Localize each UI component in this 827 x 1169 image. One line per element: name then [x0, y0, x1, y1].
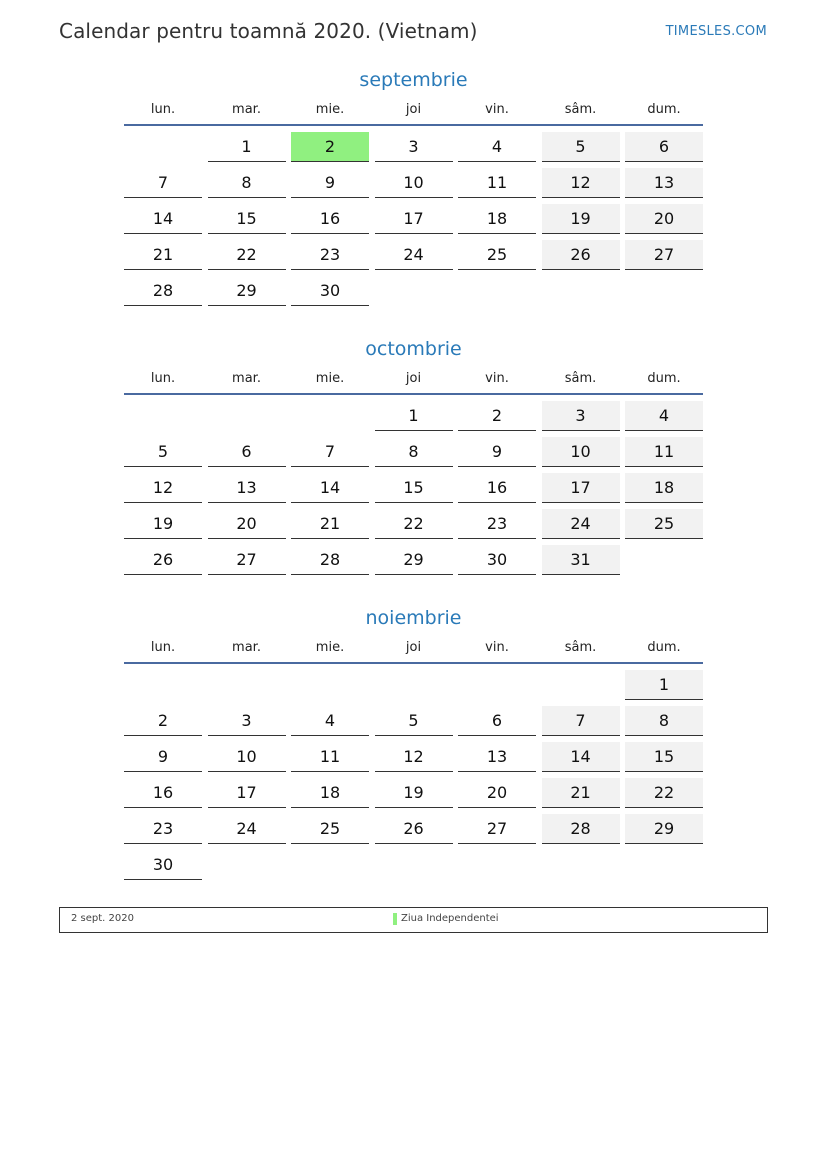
day-cell: 28: [542, 814, 620, 844]
day-cell: 7: [124, 168, 202, 198]
week-row: [124, 814, 703, 844]
day-cell: 6: [458, 706, 536, 736]
day-cell: 23: [124, 814, 202, 844]
weekday-label: sâm.: [564, 102, 597, 117]
day-cell: 25: [458, 240, 536, 270]
week-row: [124, 473, 703, 503]
month-september: [124, 66, 703, 306]
legend-holiday-name: Ziua Independentei: [401, 913, 499, 924]
day-cell: 20: [458, 778, 536, 808]
day-cell: 9: [291, 168, 369, 198]
day-cell: 11: [625, 437, 703, 467]
month-october: [124, 335, 703, 575]
day-cell: 24: [208, 814, 286, 844]
empty-cell: [291, 670, 369, 700]
day-cell: 15: [625, 742, 703, 772]
day-cell: 22: [208, 240, 286, 270]
day-cell: 17: [542, 473, 620, 503]
weekday-label: dum.: [647, 640, 681, 655]
day-cell: 3: [542, 401, 620, 431]
day-cell: 19: [375, 778, 453, 808]
week-row: [124, 276, 703, 306]
month-title: octombrie: [365, 338, 462, 360]
day-cell: 12: [375, 742, 453, 772]
day-cell: 22: [375, 509, 453, 539]
page-title: Calendar pentru toamnă 2020. (Vietnam): [59, 19, 478, 43]
holiday-legend: [59, 907, 768, 933]
day-cell: 18: [291, 778, 369, 808]
day-cell: 1: [208, 132, 286, 162]
day-cell: 28: [124, 276, 202, 306]
week-row: [124, 742, 703, 772]
day-cell: 26: [124, 545, 202, 575]
day-cell: 19: [542, 204, 620, 234]
day-cell: 2: [124, 706, 202, 736]
day-cell: 9: [458, 437, 536, 467]
day-cell-holiday: 2: [291, 132, 369, 162]
empty-cell: [625, 545, 703, 575]
week-row: [124, 509, 703, 539]
day-cell: 11: [458, 168, 536, 198]
weekday-label: joi: [405, 640, 422, 655]
week-row: [124, 437, 703, 467]
empty-cell: [208, 670, 286, 700]
day-cell: 17: [375, 204, 453, 234]
day-cell: 27: [208, 545, 286, 575]
weekday-label: dum.: [647, 102, 681, 117]
day-cell: 13: [458, 742, 536, 772]
day-cell: 22: [625, 778, 703, 808]
empty-cell: [375, 670, 453, 700]
weekday-label: lun.: [150, 102, 176, 117]
day-cell: 24: [375, 240, 453, 270]
weekday-label: mar.: [232, 371, 261, 386]
week-row: [124, 670, 703, 700]
day-cell: 16: [124, 778, 202, 808]
empty-cell: [208, 401, 286, 431]
day-cell: 31: [542, 545, 620, 575]
day-cell: 14: [291, 473, 369, 503]
day-cell: 30: [124, 850, 202, 880]
day-cell: 8: [208, 168, 286, 198]
day-cell: 7: [542, 706, 620, 736]
day-cell: 4: [291, 706, 369, 736]
day-cell: 6: [208, 437, 286, 467]
empty-cell: [625, 276, 703, 306]
day-cell: 21: [542, 778, 620, 808]
day-cell: 26: [375, 814, 453, 844]
empty-cell: [458, 670, 536, 700]
day-cell: 25: [625, 509, 703, 539]
weekday-label: joi: [405, 371, 422, 386]
day-cell: 23: [291, 240, 369, 270]
empty-cell: [458, 850, 536, 880]
empty-cell: [208, 850, 286, 880]
weekday-header-row: [124, 102, 703, 126]
weekday-label: mie.: [315, 640, 345, 655]
week-row: [124, 850, 703, 880]
empty-cell: [375, 276, 453, 306]
month-title: septembrie: [359, 69, 468, 91]
day-cell: 12: [542, 168, 620, 198]
month-november: [124, 604, 703, 880]
weekday-label: lun.: [150, 371, 176, 386]
week-row: [124, 401, 703, 431]
day-cell: 17: [208, 778, 286, 808]
day-cell: 15: [208, 204, 286, 234]
weekday-label: mie.: [315, 102, 345, 117]
empty-cell: [458, 276, 536, 306]
weekday-label: dum.: [647, 371, 681, 386]
day-cell: 10: [208, 742, 286, 772]
week-row: [124, 204, 703, 234]
empty-cell: [542, 850, 620, 880]
day-cell: 10: [542, 437, 620, 467]
day-cell: 29: [375, 545, 453, 575]
day-cell: 24: [542, 509, 620, 539]
day-cell: 5: [542, 132, 620, 162]
day-cell: 13: [625, 168, 703, 198]
day-cell: 20: [625, 204, 703, 234]
day-cell: 26: [542, 240, 620, 270]
day-cell: 5: [375, 706, 453, 736]
day-cell: 8: [625, 706, 703, 736]
day-cell: 8: [375, 437, 453, 467]
empty-cell: [542, 276, 620, 306]
empty-cell: [291, 401, 369, 431]
weekday-label: vin.: [485, 371, 509, 386]
day-cell: 1: [375, 401, 453, 431]
empty-cell: [375, 850, 453, 880]
day-cell: 30: [458, 545, 536, 575]
week-row: [124, 240, 703, 270]
month-title: noiembrie: [365, 607, 462, 629]
empty-cell: [542, 670, 620, 700]
weekday-label: vin.: [485, 102, 509, 117]
empty-cell: [625, 850, 703, 880]
week-row: [124, 132, 703, 162]
day-cell: 27: [458, 814, 536, 844]
week-row: [124, 168, 703, 198]
weekday-label: mie.: [315, 371, 345, 386]
day-cell: 4: [625, 401, 703, 431]
weekday-header-row: [124, 640, 703, 664]
empty-cell: [291, 850, 369, 880]
day-cell: 16: [458, 473, 536, 503]
day-cell: 10: [375, 168, 453, 198]
day-cell: 30: [291, 276, 369, 306]
day-cell: 3: [375, 132, 453, 162]
weekday-label: mar.: [232, 102, 261, 117]
empty-cell: [124, 401, 202, 431]
day-cell: 13: [208, 473, 286, 503]
weekday-label: mar.: [232, 640, 261, 655]
weekday-label: sâm.: [564, 371, 597, 386]
weekday-header-row: [124, 371, 703, 395]
day-cell: 27: [625, 240, 703, 270]
empty-cell: [124, 132, 202, 162]
weekday-label: vin.: [485, 640, 509, 655]
day-cell: 14: [542, 742, 620, 772]
legend-date: 2 sept. 2020: [71, 913, 134, 924]
weekday-label: joi: [405, 102, 422, 117]
day-cell: 12: [124, 473, 202, 503]
day-cell: 18: [458, 204, 536, 234]
day-cell: 20: [208, 509, 286, 539]
legend-color-marker: [393, 913, 397, 925]
day-cell: 5: [124, 437, 202, 467]
weekday-label: sâm.: [564, 640, 597, 655]
day-cell: 23: [458, 509, 536, 539]
day-cell: 3: [208, 706, 286, 736]
day-cell: 2: [458, 401, 536, 431]
week-row: [124, 706, 703, 736]
brand-link[interactable]: TIMESLES.COM: [665, 24, 767, 39]
day-cell: 15: [375, 473, 453, 503]
day-cell: 29: [208, 276, 286, 306]
day-cell: 25: [291, 814, 369, 844]
day-cell: 21: [291, 509, 369, 539]
day-cell: 6: [625, 132, 703, 162]
day-cell: 18: [625, 473, 703, 503]
weekday-label: lun.: [150, 640, 176, 655]
day-cell: 21: [124, 240, 202, 270]
day-cell: 1: [625, 670, 703, 700]
day-cell: 14: [124, 204, 202, 234]
day-cell: 28: [291, 545, 369, 575]
day-cell: 19: [124, 509, 202, 539]
week-row: [124, 778, 703, 808]
day-cell: 29: [625, 814, 703, 844]
empty-cell: [124, 670, 202, 700]
day-cell: 9: [124, 742, 202, 772]
day-cell: 4: [458, 132, 536, 162]
day-cell: 16: [291, 204, 369, 234]
day-cell: 7: [291, 437, 369, 467]
week-row: [124, 545, 703, 575]
day-cell: 11: [291, 742, 369, 772]
